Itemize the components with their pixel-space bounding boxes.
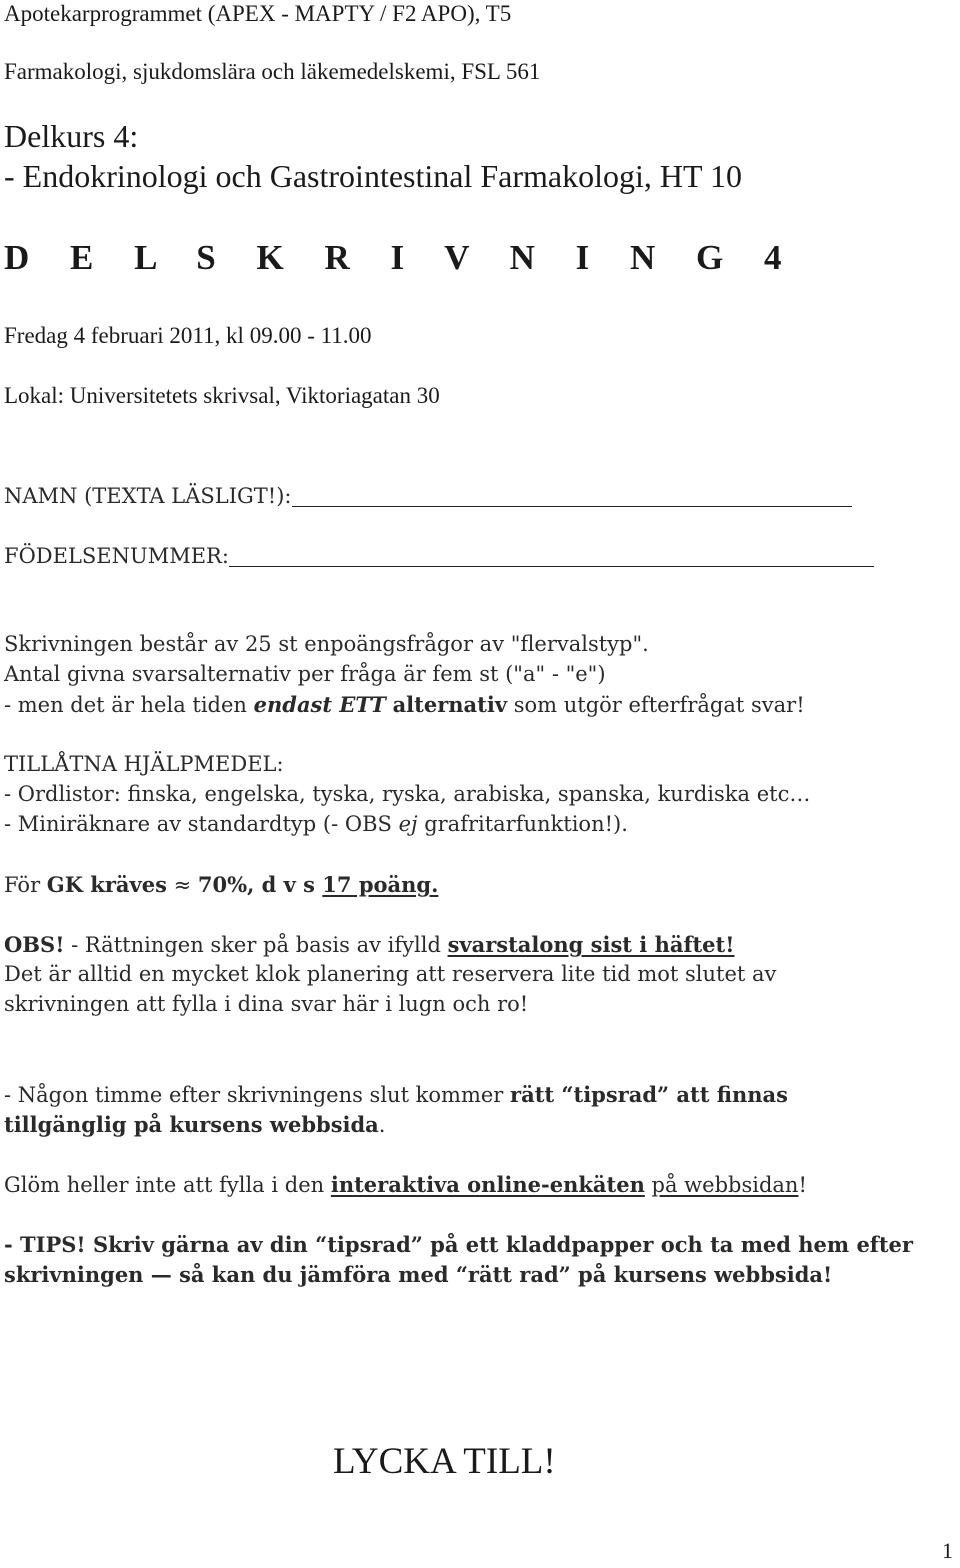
tips-line-1: - TIPS! Skriv gärna av din “tipsrad” på ett kladdpapper och ta med hem efter	[4, 1232, 913, 1257]
name-field[interactable]	[4, 484, 852, 507]
name-label: NAMN (TEXTA LÄSLIGT!):	[4, 484, 292, 508]
part-title: - Endokrinologi och Gastrointestinal Farmakologi, HT 10	[4, 158, 742, 194]
obs-line-2: Det är alltid en mycket klok planering att reservera lite tid mot slutet av	[4, 962, 777, 986]
part-label: Delkurs 4:	[4, 118, 139, 154]
id-label: FÖDELSENUMMER:	[4, 544, 229, 568]
aids-heading: TILLÅTNA HJÄLPMEDEL:	[4, 752, 284, 776]
course-line: Farmakologi, sjukdomslära och läkemedelskemi, FSL 561	[4, 59, 541, 84]
survey-link[interactable]: interaktiva online-enkäten	[330, 1172, 645, 1197]
website-link[interactable]: på webbsidan	[651, 1173, 799, 1197]
id-input-line[interactable]	[229, 544, 874, 567]
info-line-1: Skrivningen består av 25 st enpoängsfrågor av "flervalstyp".	[4, 632, 649, 656]
name-input-line[interactable]	[292, 484, 852, 507]
survey-line: Glöm heller inte att fylla i den interaktiva online-enkäten på webbsidan!	[4, 1172, 807, 1197]
obs-line-3: skrivningen att fylla i dina svar här i lugn och ro!	[4, 992, 529, 1016]
info-line-2: Antal givna svarsalternativ per fråga är fem st ("a" - "e")	[4, 662, 606, 686]
tipsinfo-line-2: tillgänglig på kursens webbsida.	[4, 1112, 386, 1137]
tipsinfo-line-1: - Någon timme efter skrivningens slut kommer rätt “tipsrad” att finnas	[4, 1082, 788, 1107]
page-number: 1	[942, 1538, 953, 1563]
exam-title: D E L S K R I V N I N G 4	[4, 238, 798, 277]
aids-item-1: - Ordlistor: finska, engelska, tyska, ryska, arabiska, spanska, kurdiska etc…	[4, 782, 811, 806]
obs-line-1: OBS! - Rättningen sker på basis av ifylld svarstalong sist i häftet!	[4, 932, 735, 957]
grading-line: För GK kräves ≈ 70%, d v s 17 poäng.	[4, 872, 439, 897]
tips-line-2: skrivningen — så kan du jämföra med “rätt rad” på kursens webbsida!	[4, 1262, 833, 1287]
exam-date: Fredag 4 februari 2011, kl 09.00 - 11.00	[4, 323, 372, 348]
obs-label: OBS!	[4, 932, 65, 957]
program-line: Apotekarprogrammet (APEX - MAPTY / F2 APO), T5	[4, 1, 512, 26]
exam-location: Lokal: Universitetets skrivsal, Viktoriagatan 30	[4, 383, 440, 408]
id-field[interactable]	[4, 544, 874, 567]
closing-text: LYCKA TILL!	[333, 1441, 556, 1482]
aids-item-2: - Miniräknare av standardtyp (- OBS ej grafritarfunktion!).	[4, 812, 628, 836]
info-line-3: - men det är hela tiden endast ETT alternativ som utgör efterfrågat svar!	[4, 692, 805, 717]
